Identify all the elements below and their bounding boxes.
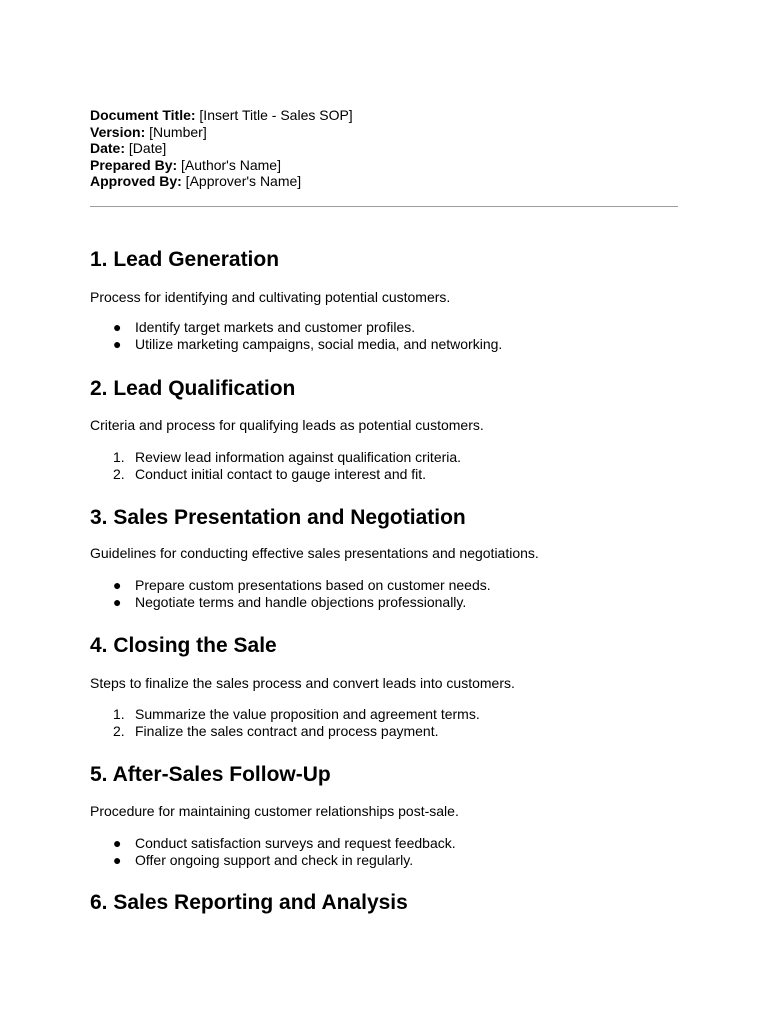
- list-item: [90, 319, 502, 336]
- title-label: Document Title:: [90, 107, 196, 123]
- version-line: [90, 124, 353, 141]
- section-heading: 4. Closing the Sale: [90, 634, 277, 657]
- list-item-text: Utilize marketing campaigns, social media, and networking.: [135, 335, 503, 352]
- list-item-text: Finalize the sales contract and process payment.: [135, 722, 439, 739]
- header-divider: [90, 206, 678, 207]
- approved-by-line: [90, 173, 353, 190]
- list-item: [90, 466, 461, 483]
- document-header: [90, 107, 353, 190]
- prepared-by-label: Prepared By:: [90, 156, 178, 173]
- list-item-text: Review lead information against qualification criteria.: [135, 449, 462, 465]
- section-bullet-list: [90, 835, 456, 869]
- version-value: [Number]: [145, 123, 207, 140]
- list-item: [90, 594, 491, 611]
- list-item: [90, 835, 456, 852]
- section-intro: Process for identifying and cultivating potential customers.: [90, 289, 451, 305]
- list-item-text: Conduct initial contact to gauge interest and fit.: [135, 465, 427, 482]
- number-marker: 1.: [113, 449, 125, 465]
- section-sales-presentation: [90, 505, 690, 610]
- list-item-text: Conduct satisfaction surveys and request feedback.: [135, 835, 456, 851]
- list-item: [90, 706, 480, 723]
- number-marker: 2.: [113, 722, 125, 739]
- date-value: [Date]: [125, 140, 167, 157]
- section-bullet-list: [90, 319, 502, 353]
- section-heading: 3. Sales Presentation and Negotiation: [90, 506, 466, 529]
- section-heading: 5. After-Sales Follow-Up: [90, 763, 331, 786]
- list-item-text: Offer ongoing support and check in regularly.: [135, 851, 414, 868]
- list-item: [90, 336, 502, 353]
- list-item: [90, 723, 480, 740]
- section-heading: 6. Sales Reporting and Analysis: [90, 891, 408, 914]
- approved-by-value: [Approver's Name]: [181, 173, 302, 190]
- list-item-text: Prepare custom presentations based on customer needs.: [135, 577, 491, 593]
- section-after-sales-follow-up: [90, 762, 690, 868]
- list-item: [90, 852, 456, 869]
- list-item-text: Summarize the value proposition and agreement terms.: [135, 706, 480, 722]
- bullet-marker: ●: [113, 851, 122, 868]
- number-marker: 2.: [113, 465, 125, 482]
- list-item: [90, 577, 491, 594]
- section-lead-generation: [90, 247, 690, 352]
- bullet-marker: ●: [113, 835, 122, 851]
- date-line: [90, 140, 353, 157]
- title-value: [Insert Title - Sales SOP]: [195, 107, 353, 123]
- section-intro: Procedure for maintaining customer relationships post-sale.: [90, 803, 459, 819]
- list-item: [90, 449, 461, 466]
- list-item-text: Negotiate terms and handle objections professionally.: [135, 593, 467, 610]
- version-label: Version:: [90, 123, 146, 140]
- section-heading: 1. Lead Generation: [90, 248, 280, 271]
- section-sales-reporting: [90, 890, 690, 916]
- section-lead-qualification: [90, 376, 690, 482]
- number-marker: 1.: [113, 706, 125, 722]
- section-closing-the-sale: [90, 633, 690, 739]
- bullet-marker: ●: [113, 319, 122, 335]
- section-bullet-list: [90, 577, 491, 611]
- bullet-marker: ●: [113, 593, 122, 610]
- section-heading: 2. Lead Qualification: [90, 377, 296, 400]
- title-line: [90, 107, 353, 124]
- section-intro: Criteria and process for qualifying leads as potential customers.: [90, 417, 484, 433]
- approved-by-label: Approved By:: [90, 173, 182, 190]
- list-item-text: Identify target markets and customer profiles.: [135, 319, 416, 335]
- bullet-marker: ●: [113, 335, 122, 352]
- bullet-marker: ●: [113, 577, 122, 593]
- section-numbered-list: [90, 706, 480, 740]
- prepared-by-value: [Author's Name]: [177, 156, 281, 173]
- section-intro: Steps to finalize the sales process and convert leads into customers.: [90, 675, 515, 691]
- date-label: Date:: [90, 140, 126, 157]
- prepared-by-line: [90, 157, 353, 174]
- section-intro: Guidelines for conducting effective sales presentations and negotiations.: [90, 545, 539, 561]
- section-numbered-list: [90, 449, 461, 483]
